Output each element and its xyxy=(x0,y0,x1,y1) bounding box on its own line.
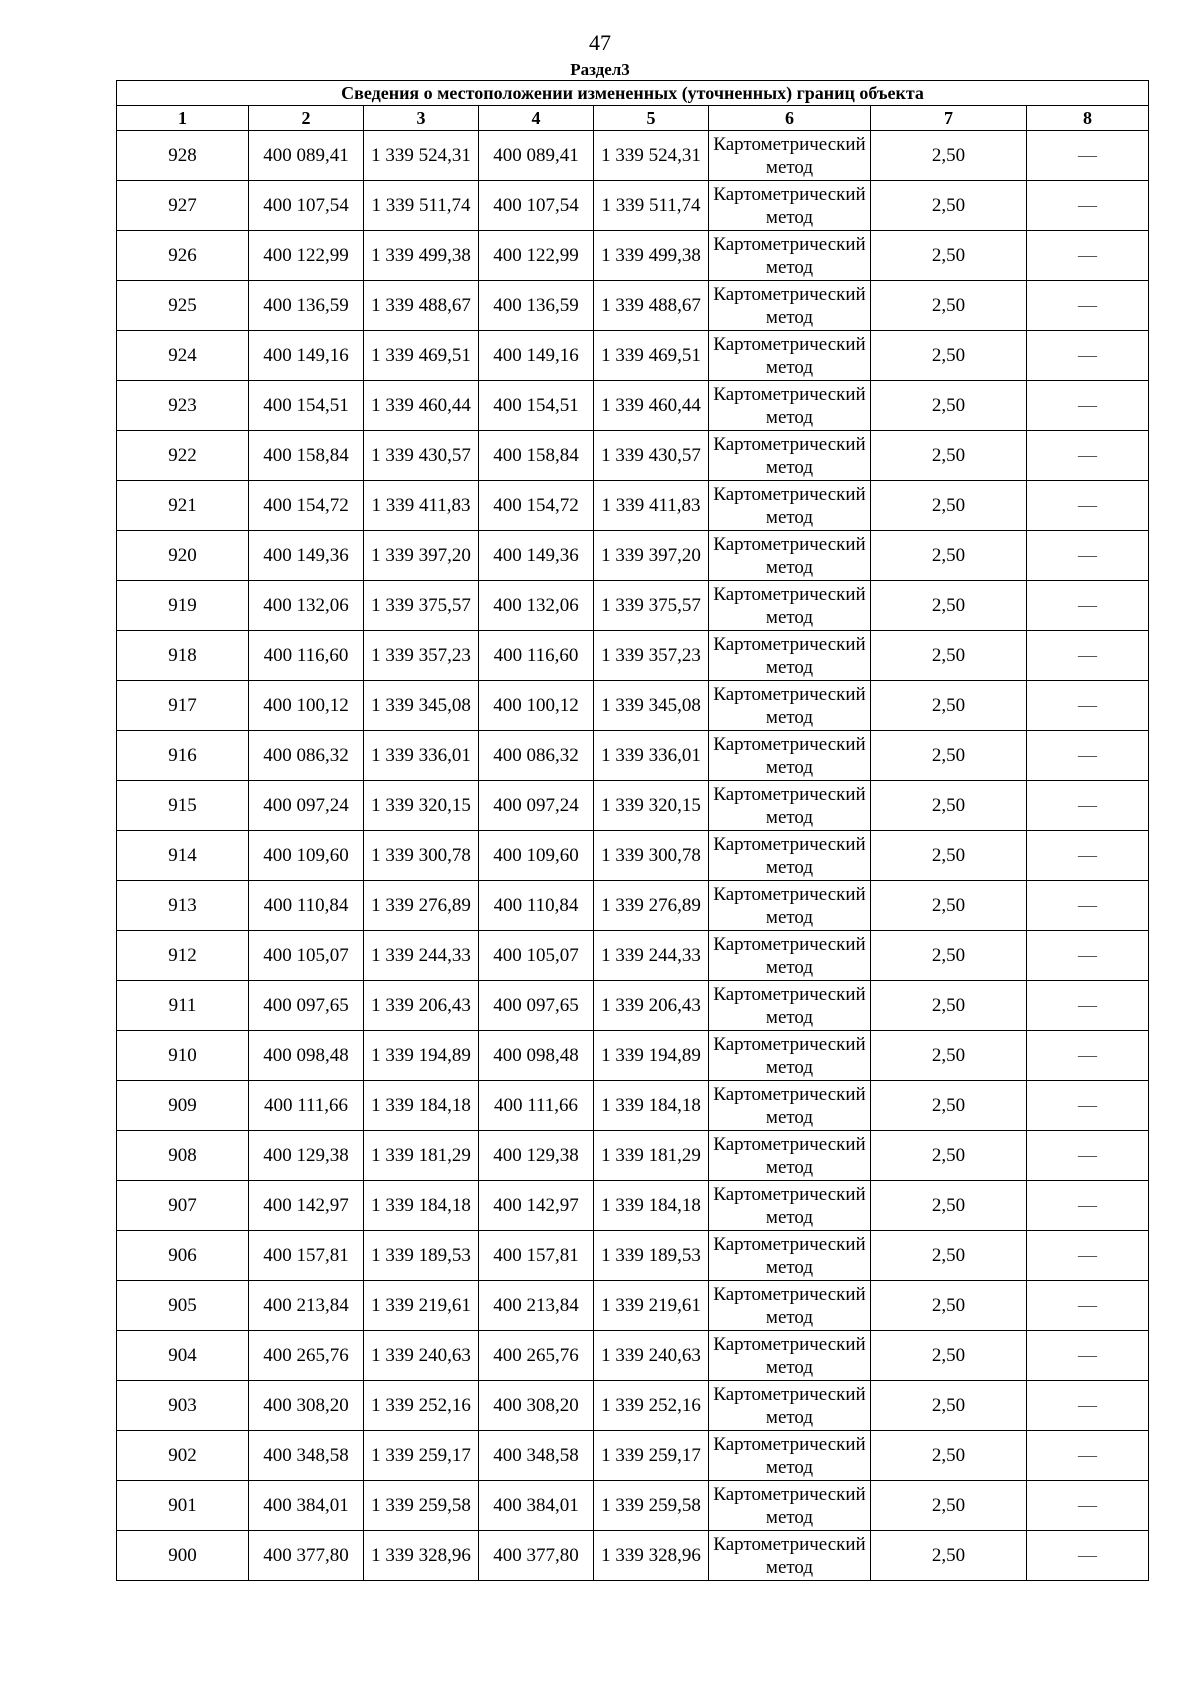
table-caption-row xyxy=(117,81,1149,106)
table-cell-col-8: — xyxy=(1027,231,1149,281)
table-cell-col-4: 400 097,65 xyxy=(479,981,594,1031)
table-cell-col-7: 2,50 xyxy=(871,981,1027,1031)
table-cell-col-4: 400 086,32 xyxy=(479,731,594,781)
column-number-8: 8 xyxy=(1027,106,1149,131)
table-cell-col-1: 925 xyxy=(117,281,249,331)
table-cell-col-1: 915 xyxy=(117,781,249,831)
table-row xyxy=(117,1031,1149,1081)
table-cell-col-1: 916 xyxy=(117,731,249,781)
table-cell-col-3: 1 339 328,96 xyxy=(364,1531,479,1581)
table-row xyxy=(117,1181,1149,1231)
table-cell-col-2: 400 384,01 xyxy=(249,1481,364,1531)
table-cell-col-8: — xyxy=(1027,531,1149,581)
table-cell-col-5: 1 339 430,57 xyxy=(594,431,709,481)
table-body xyxy=(117,131,1149,1581)
table-cell-col-6: Картометрический метод xyxy=(709,381,871,431)
table-cell-col-8: — xyxy=(1027,881,1149,931)
table-cell-col-4: 400 105,07 xyxy=(479,931,594,981)
table-cell-col-6: Картометрический метод xyxy=(709,1381,871,1431)
table-cell-col-7: 2,50 xyxy=(871,1281,1027,1331)
table-cell-col-7: 2,50 xyxy=(871,581,1027,631)
table-cell-col-8: — xyxy=(1027,1481,1149,1531)
column-number-2: 2 xyxy=(249,106,364,131)
table-cell-col-7: 2,50 xyxy=(871,881,1027,931)
table-cell-col-3: 1 339 206,43 xyxy=(364,981,479,1031)
table-cell-col-7: 2,50 xyxy=(871,1231,1027,1281)
table-cell-col-6: Картометрический метод xyxy=(709,731,871,781)
table-cell-col-8: — xyxy=(1027,131,1149,181)
table-cell-col-1: 910 xyxy=(117,1031,249,1081)
column-number-1: 1 xyxy=(117,106,249,131)
table-cell-col-3: 1 339 189,53 xyxy=(364,1231,479,1281)
table-cell-col-4: 400 136,59 xyxy=(479,281,594,331)
table-cell-col-5: 1 339 194,89 xyxy=(594,1031,709,1081)
table-cell-col-3: 1 339 357,23 xyxy=(364,631,479,681)
table-row xyxy=(117,531,1149,581)
table-cell-col-8: — xyxy=(1027,1531,1149,1581)
table-cell-col-6: Картометрический метод xyxy=(709,331,871,381)
table-cell-col-6: Картометрический метод xyxy=(709,131,871,181)
table-cell-col-8: — xyxy=(1027,331,1149,381)
table-cell-col-6: Картометрический метод xyxy=(709,981,871,1031)
table-cell-col-5: 1 339 252,16 xyxy=(594,1381,709,1431)
table-cell-col-1: 911 xyxy=(117,981,249,1031)
table-cell-col-6: Картометрический метод xyxy=(709,1431,871,1481)
table-cell-col-8: — xyxy=(1027,981,1149,1031)
table-cell-col-5: 1 339 375,57 xyxy=(594,581,709,631)
table-cell-col-7: 2,50 xyxy=(871,1381,1027,1431)
table-cell-col-7: 2,50 xyxy=(871,681,1027,731)
table-cell-col-2: 400 107,54 xyxy=(249,181,364,231)
table-cell-col-4: 400 348,58 xyxy=(479,1431,594,1481)
table-cell-col-5: 1 339 336,01 xyxy=(594,731,709,781)
table-cell-col-5: 1 339 259,58 xyxy=(594,1481,709,1531)
table-cell-col-4: 400 111,66 xyxy=(479,1081,594,1131)
table-cell-col-8: — xyxy=(1027,1181,1149,1231)
table-cell-col-8: — xyxy=(1027,681,1149,731)
table-cell-col-8: — xyxy=(1027,831,1149,881)
table-cell-col-1: 905 xyxy=(117,1281,249,1331)
table-cell-col-7: 2,50 xyxy=(871,731,1027,781)
table-cell-col-2: 400 158,84 xyxy=(249,431,364,481)
table-cell-col-8: — xyxy=(1027,481,1149,531)
table-cell-col-8: — xyxy=(1027,381,1149,431)
table-cell-col-1: 922 xyxy=(117,431,249,481)
table-cell-col-2: 400 154,72 xyxy=(249,481,364,531)
table-cell-col-1: 914 xyxy=(117,831,249,881)
table-row xyxy=(117,381,1149,431)
table-cell-col-5: 1 339 219,61 xyxy=(594,1281,709,1331)
table-cell-col-2: 400 109,60 xyxy=(249,831,364,881)
table-cell-col-1: 900 xyxy=(117,1531,249,1581)
table-row xyxy=(117,1381,1149,1431)
table-cell-col-1: 901 xyxy=(117,1481,249,1531)
table-cell-col-7: 2,50 xyxy=(871,131,1027,181)
table-cell-col-4: 400 129,38 xyxy=(479,1131,594,1181)
table-cell-col-8: — xyxy=(1027,1131,1149,1181)
table-cell-col-1: 921 xyxy=(117,481,249,531)
table-cell-col-6: Картометрический метод xyxy=(709,1081,871,1131)
table-cell-col-5: 1 339 345,08 xyxy=(594,681,709,731)
table-cell-col-2: 400 149,36 xyxy=(249,531,364,581)
table-cell-col-8: — xyxy=(1027,581,1149,631)
table-cell-col-2: 400 142,97 xyxy=(249,1181,364,1231)
table-cell-col-4: 400 109,60 xyxy=(479,831,594,881)
table-cell-col-2: 400 157,81 xyxy=(249,1231,364,1281)
table-row xyxy=(117,1331,1149,1381)
table-cell-col-5: 1 339 460,44 xyxy=(594,381,709,431)
table-cell-col-8: — xyxy=(1027,1331,1149,1381)
table-cell-col-2: 400 308,20 xyxy=(249,1381,364,1431)
table-cell-col-2: 400 110,84 xyxy=(249,881,364,931)
table-cell-col-6: Картометрический метод xyxy=(709,931,871,981)
table-row xyxy=(117,831,1149,881)
table-cell-col-2: 400 097,65 xyxy=(249,981,364,1031)
table-cell-col-5: 1 339 184,18 xyxy=(594,1081,709,1131)
table-cell-col-1: 906 xyxy=(117,1231,249,1281)
table-cell-col-7: 2,50 xyxy=(871,1181,1027,1231)
table-cell-col-3: 1 339 469,51 xyxy=(364,331,479,381)
table-cell-col-4: 400 213,84 xyxy=(479,1281,594,1331)
table-row xyxy=(117,581,1149,631)
table-cell-col-4: 400 384,01 xyxy=(479,1481,594,1531)
table-cell-col-3: 1 339 184,18 xyxy=(364,1081,479,1131)
table-cell-col-1: 912 xyxy=(117,931,249,981)
table-cell-col-6: Картометрический метод xyxy=(709,631,871,681)
table-cell-col-7: 2,50 xyxy=(871,1431,1027,1481)
table-cell-col-7: 2,50 xyxy=(871,181,1027,231)
table-cell-col-7: 2,50 xyxy=(871,481,1027,531)
table-row xyxy=(117,781,1149,831)
table-row xyxy=(117,181,1149,231)
table-caption: Сведения о местоположении измененных (уточненных) границ объекта xyxy=(117,81,1149,106)
table-cell-col-6: Картометрический метод xyxy=(709,781,871,831)
table-cell-col-4: 400 157,81 xyxy=(479,1231,594,1281)
table-cell-col-7: 2,50 xyxy=(871,781,1027,831)
table-cell-col-7: 2,50 xyxy=(871,281,1027,331)
table-cell-col-5: 1 339 240,63 xyxy=(594,1331,709,1381)
table-cell-col-4: 400 122,99 xyxy=(479,231,594,281)
table-cell-col-1: 903 xyxy=(117,1381,249,1431)
table-cell-col-2: 400 213,84 xyxy=(249,1281,364,1331)
table-cell-col-2: 400 377,80 xyxy=(249,1531,364,1581)
table-cell-col-7: 2,50 xyxy=(871,381,1027,431)
table-cell-col-3: 1 339 397,20 xyxy=(364,531,479,581)
table-cell-col-8: — xyxy=(1027,1231,1149,1281)
table-cell-col-2: 400 100,12 xyxy=(249,681,364,731)
table-cell-col-3: 1 339 320,15 xyxy=(364,781,479,831)
table-cell-col-6: Картометрический метод xyxy=(709,1531,871,1581)
column-number-3: 3 xyxy=(364,106,479,131)
table-cell-col-4: 400 308,20 xyxy=(479,1381,594,1431)
table-cell-col-2: 400 089,41 xyxy=(249,131,364,181)
table-cell-col-7: 2,50 xyxy=(871,531,1027,581)
table-cell-col-2: 400 265,76 xyxy=(249,1331,364,1381)
table-cell-col-6: Картометрический метод xyxy=(709,181,871,231)
table-cell-col-6: Картометрический метод xyxy=(709,1231,871,1281)
table-cell-col-3: 1 339 375,57 xyxy=(364,581,479,631)
table-cell-col-5: 1 339 206,43 xyxy=(594,981,709,1031)
column-number-5: 5 xyxy=(594,106,709,131)
table-cell-col-1: 923 xyxy=(117,381,249,431)
table-row xyxy=(117,281,1149,331)
table-cell-col-1: 919 xyxy=(117,581,249,631)
table-cell-col-3: 1 339 511,74 xyxy=(364,181,479,231)
table-cell-col-7: 2,50 xyxy=(871,1131,1027,1181)
table-cell-col-8: — xyxy=(1027,931,1149,981)
table-cell-col-1: 904 xyxy=(117,1331,249,1381)
table-row xyxy=(117,1281,1149,1331)
table-cell-col-4: 400 107,54 xyxy=(479,181,594,231)
table-cell-col-5: 1 339 328,96 xyxy=(594,1531,709,1581)
table-cell-col-6: Картометрический метод xyxy=(709,581,871,631)
table-cell-col-5: 1 339 259,17 xyxy=(594,1431,709,1481)
table-cell-col-5: 1 339 499,38 xyxy=(594,231,709,281)
table-cell-col-6: Картометрический метод xyxy=(709,881,871,931)
table-row xyxy=(117,1131,1149,1181)
table-cell-col-4: 400 154,72 xyxy=(479,481,594,531)
table-cell-col-2: 400 086,32 xyxy=(249,731,364,781)
section-title: Раздел3 xyxy=(570,60,630,79)
table-row xyxy=(117,681,1149,731)
table-cell-col-2: 400 132,06 xyxy=(249,581,364,631)
table-row xyxy=(117,131,1149,181)
table-cell-col-8: — xyxy=(1027,1031,1149,1081)
table-row xyxy=(117,1231,1149,1281)
table-cell-col-8: — xyxy=(1027,181,1149,231)
table-cell-col-2: 400 098,48 xyxy=(249,1031,364,1081)
table-cell-col-6: Картометрический метод xyxy=(709,281,871,331)
column-number-6: 6 xyxy=(709,106,871,131)
table-cell-col-8: — xyxy=(1027,1381,1149,1431)
table-cell-col-2: 400 105,07 xyxy=(249,931,364,981)
table-cell-col-1: 927 xyxy=(117,181,249,231)
table-cell-col-5: 1 339 276,89 xyxy=(594,881,709,931)
table-cell-col-8: — xyxy=(1027,781,1149,831)
table-row xyxy=(117,931,1149,981)
table-row xyxy=(117,1531,1149,1581)
table-cell-col-2: 400 136,59 xyxy=(249,281,364,331)
table-cell-col-7: 2,50 xyxy=(871,231,1027,281)
table-cell-col-3: 1 339 181,29 xyxy=(364,1131,479,1181)
table-cell-col-4: 400 100,12 xyxy=(479,681,594,731)
table-cell-col-5: 1 339 511,74 xyxy=(594,181,709,231)
table-cell-col-3: 1 339 219,61 xyxy=(364,1281,479,1331)
table-cell-col-3: 1 339 488,67 xyxy=(364,281,479,331)
table-cell-col-1: 907 xyxy=(117,1181,249,1231)
table-cell-col-7: 2,50 xyxy=(871,1531,1027,1581)
table-cell-col-5: 1 339 488,67 xyxy=(594,281,709,331)
table-row xyxy=(117,331,1149,381)
table-cell-col-5: 1 339 181,29 xyxy=(594,1131,709,1181)
table-row xyxy=(117,481,1149,531)
table-cell-col-2: 400 111,66 xyxy=(249,1081,364,1131)
coordinates-table xyxy=(116,80,1149,1581)
table-cell-col-7: 2,50 xyxy=(871,1331,1027,1381)
table-row xyxy=(117,1081,1149,1131)
table-cell-col-4: 400 097,24 xyxy=(479,781,594,831)
table-cell-col-7: 2,50 xyxy=(871,1081,1027,1131)
table-cell-col-3: 1 339 300,78 xyxy=(364,831,479,881)
table-cell-col-1: 909 xyxy=(117,1081,249,1131)
table-cell-col-3: 1 339 252,16 xyxy=(364,1381,479,1431)
table-cell-col-3: 1 339 276,89 xyxy=(364,881,479,931)
table-row xyxy=(117,981,1149,1031)
table-cell-col-4: 400 142,97 xyxy=(479,1181,594,1231)
table-row xyxy=(117,431,1149,481)
table-row xyxy=(117,731,1149,781)
table-cell-col-5: 1 339 524,31 xyxy=(594,131,709,181)
table-cell-col-5: 1 339 411,83 xyxy=(594,481,709,531)
table-cell-col-4: 400 116,60 xyxy=(479,631,594,681)
table-cell-col-6: Картометрический метод xyxy=(709,231,871,281)
table-cell-col-6: Картометрический метод xyxy=(709,1031,871,1081)
table-cell-col-4: 400 089,41 xyxy=(479,131,594,181)
table-cell-col-3: 1 339 184,18 xyxy=(364,1181,479,1231)
table-cell-col-8: — xyxy=(1027,281,1149,331)
table-cell-col-1: 924 xyxy=(117,331,249,381)
table-row xyxy=(117,631,1149,681)
table-cell-col-1: 918 xyxy=(117,631,249,681)
table-cell-col-4: 400 149,16 xyxy=(479,331,594,381)
table-cell-col-5: 1 339 320,15 xyxy=(594,781,709,831)
table-cell-col-3: 1 339 524,31 xyxy=(364,131,479,181)
table-row xyxy=(117,881,1149,931)
table-cell-col-5: 1 339 397,20 xyxy=(594,531,709,581)
table-cell-col-2: 400 154,51 xyxy=(249,381,364,431)
table-cell-col-7: 2,50 xyxy=(871,631,1027,681)
table-cell-col-8: — xyxy=(1027,1081,1149,1131)
table-cell-col-7: 2,50 xyxy=(871,431,1027,481)
table-cell-col-3: 1 339 430,57 xyxy=(364,431,479,481)
table-cell-col-2: 400 348,58 xyxy=(249,1431,364,1481)
table-cell-col-2: 400 116,60 xyxy=(249,631,364,681)
table-cell-col-6: Картометрический метод xyxy=(709,531,871,581)
column-number-7: 7 xyxy=(871,106,1027,131)
table-cell-col-6: Картометрический метод xyxy=(709,1281,871,1331)
table-cell-col-1: 928 xyxy=(117,131,249,181)
column-numbers-row xyxy=(117,106,1149,131)
table-row xyxy=(117,1481,1149,1531)
table-cell-col-8: — xyxy=(1027,1431,1149,1481)
table-row xyxy=(117,231,1149,281)
table-cell-col-8: — xyxy=(1027,1281,1149,1331)
table-cell-col-4: 400 110,84 xyxy=(479,881,594,931)
table-cell-col-4: 400 377,80 xyxy=(479,1531,594,1581)
table-cell-col-8: — xyxy=(1027,631,1149,681)
table-cell-col-2: 400 149,16 xyxy=(249,331,364,381)
table-cell-col-1: 913 xyxy=(117,881,249,931)
table-cell-col-2: 400 129,38 xyxy=(249,1131,364,1181)
table-cell-col-5: 1 339 184,18 xyxy=(594,1181,709,1231)
table-cell-col-3: 1 339 499,38 xyxy=(364,231,479,281)
table-cell-col-7: 2,50 xyxy=(871,331,1027,381)
table-cell-col-4: 400 098,48 xyxy=(479,1031,594,1081)
table-cell-col-3: 1 339 240,63 xyxy=(364,1331,479,1381)
table-cell-col-3: 1 339 411,83 xyxy=(364,481,479,531)
table-cell-col-7: 2,50 xyxy=(871,831,1027,881)
table-cell-col-6: Картометрический метод xyxy=(709,481,871,531)
table-cell-col-7: 2,50 xyxy=(871,931,1027,981)
table-cell-col-8: — xyxy=(1027,731,1149,781)
table-cell-col-4: 400 132,06 xyxy=(479,581,594,631)
table-cell-col-3: 1 339 460,44 xyxy=(364,381,479,431)
table-cell-col-3: 1 339 336,01 xyxy=(364,731,479,781)
table-row xyxy=(117,1431,1149,1481)
page-number: 47 xyxy=(589,30,611,55)
table-cell-col-6: Картометрический метод xyxy=(709,1181,871,1231)
table-cell-col-7: 2,50 xyxy=(871,1031,1027,1081)
table-cell-col-3: 1 339 259,58 xyxy=(364,1481,479,1531)
table-cell-col-3: 1 339 259,17 xyxy=(364,1431,479,1481)
table-cell-col-6: Картометрический метод xyxy=(709,1481,871,1531)
table-cell-col-1: 926 xyxy=(117,231,249,281)
table-cell-col-3: 1 339 244,33 xyxy=(364,931,479,981)
table-cell-col-6: Картометрический метод xyxy=(709,431,871,481)
column-number-4: 4 xyxy=(479,106,594,131)
table-cell-col-4: 400 154,51 xyxy=(479,381,594,431)
table-cell-col-6: Картометрический метод xyxy=(709,681,871,731)
table-cell-col-1: 917 xyxy=(117,681,249,731)
table-cell-col-5: 1 339 300,78 xyxy=(594,831,709,881)
table-cell-col-8: — xyxy=(1027,431,1149,481)
table-cell-col-4: 400 265,76 xyxy=(479,1331,594,1381)
table-cell-col-5: 1 339 244,33 xyxy=(594,931,709,981)
table-cell-col-3: 1 339 194,89 xyxy=(364,1031,479,1081)
table-cell-col-4: 400 158,84 xyxy=(479,431,594,481)
table-cell-col-7: 2,50 xyxy=(871,1481,1027,1531)
table-cell-col-2: 400 122,99 xyxy=(249,231,364,281)
table-cell-col-1: 920 xyxy=(117,531,249,581)
table-cell-col-4: 400 149,36 xyxy=(479,531,594,581)
table-cell-col-5: 1 339 357,23 xyxy=(594,631,709,681)
table-cell-col-1: 902 xyxy=(117,1431,249,1481)
table-cell-col-6: Картометрический метод xyxy=(709,1331,871,1381)
table-cell-col-3: 1 339 345,08 xyxy=(364,681,479,731)
table-cell-col-6: Картометрический метод xyxy=(709,1131,871,1181)
table-cell-col-6: Картометрический метод xyxy=(709,831,871,881)
table-cell-col-2: 400 097,24 xyxy=(249,781,364,831)
table-cell-col-5: 1 339 469,51 xyxy=(594,331,709,381)
table-cell-col-5: 1 339 189,53 xyxy=(594,1231,709,1281)
table-cell-col-1: 908 xyxy=(117,1131,249,1181)
